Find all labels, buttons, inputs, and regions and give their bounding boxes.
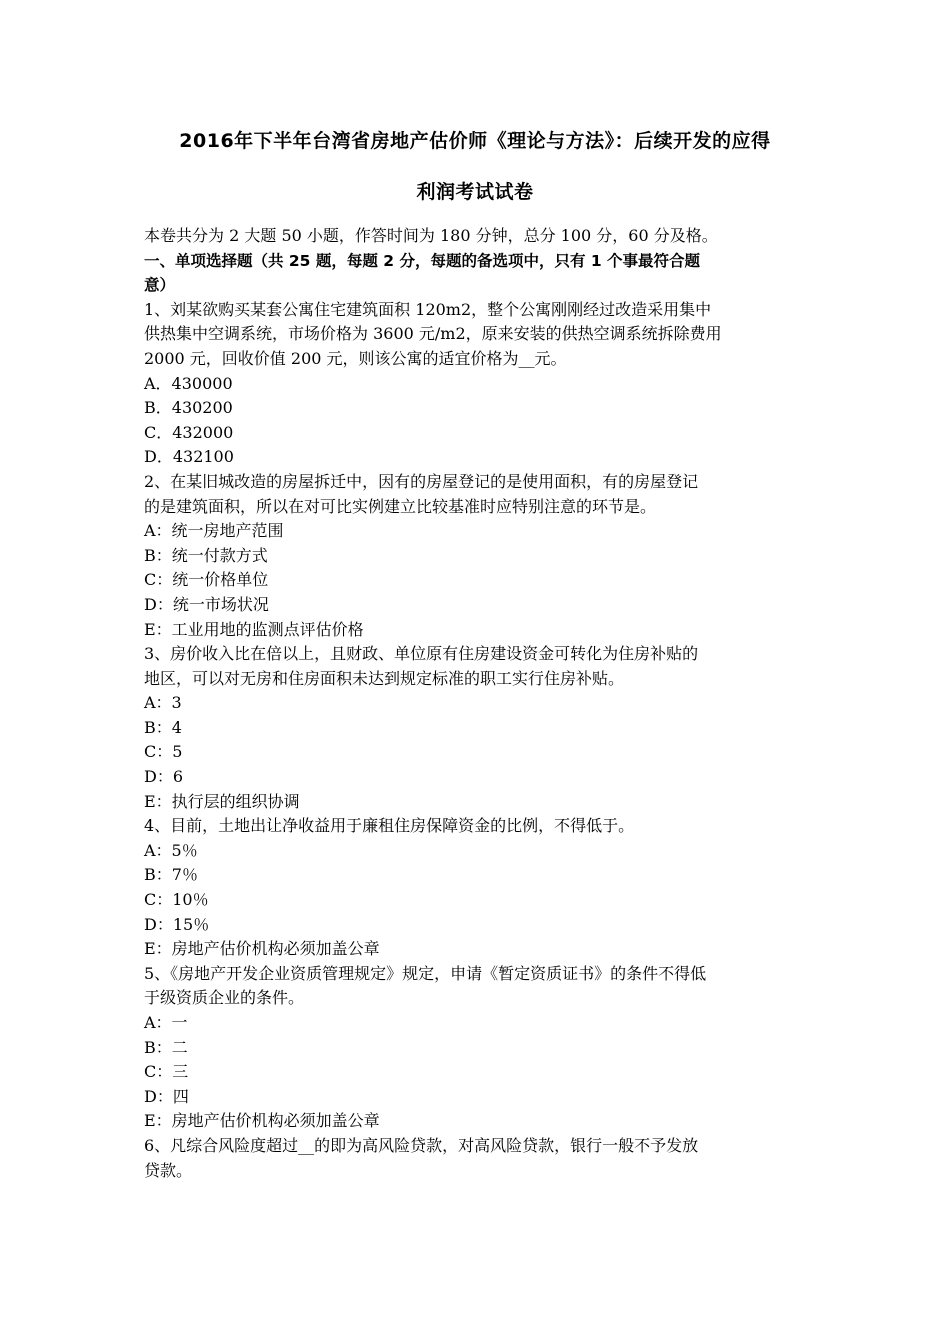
answer-option: B：4 <box>144 717 182 737</box>
question-text-line: 的是建筑面积，所以在对可比实例建立比较基准时应特别注意的环节是。 <box>144 496 657 516</box>
question-4 <box>144 814 812 962</box>
answer-option: B：7％ <box>144 865 198 885</box>
answer-option: E：房地产估价机构必须加盖公章 <box>144 1111 380 1131</box>
question-5 <box>144 962 812 1134</box>
answer-option: D：四 <box>144 1086 189 1106</box>
answer-option: B：二 <box>144 1037 188 1057</box>
question-text-line: 6、凡综合风险度超过__的即为高风险贷款，对高风险贷款，银行一般不予发放 <box>144 1135 699 1155</box>
answer-option: D：统一市场状况 <box>144 594 269 614</box>
answer-option: A：一 <box>144 1013 188 1032</box>
answer-option: E：工业用地的监测点评估价格 <box>144 619 364 639</box>
answer-option: E：房地产估价机构必须加盖公章 <box>144 939 380 959</box>
answer-option: C．432000 <box>144 422 234 442</box>
question-text-line: 2000 元，回收价值 200 元，则该公寓的适宜价格为__元。 <box>144 348 567 368</box>
question-text-line: 3、房价收入比在倍以上，且财政、单位原有住房建设资金可转化为住房补贴的 <box>144 644 699 664</box>
exam-intro: 本卷共分为 2 大题 50 小题，作答时间为 180 分钟，总分 100 分，60 分及格。 <box>144 226 718 245</box>
answer-option: A：统一房地产范围 <box>144 521 284 541</box>
answer-option: C：10％ <box>144 890 209 910</box>
question-2 <box>144 470 812 642</box>
document-title-line-2: 利润考试试卷 <box>416 181 534 203</box>
question-text-line: 2、在某旧城改造的房屋拆迁中，因有的房屋登记的是使用面积，有的房屋登记 <box>144 471 699 491</box>
question-3 <box>144 642 812 814</box>
answer-option: C：统一价格单位 <box>144 570 269 590</box>
answer-option: B．430200 <box>144 398 233 418</box>
answer-option: B：统一付款方式 <box>144 545 268 565</box>
question-1 <box>144 298 812 470</box>
answer-option: D：15％ <box>144 914 210 934</box>
question-text-line: 1、刘某欲购买某套公寓住宅建筑面积 120m2，整个公寓刚刚经过改造采用集中 <box>144 299 712 319</box>
question-text-line: 5、《房地产开发企业资质管理规定》规定，申请《暂定资质证书》的条件不得低 <box>144 963 707 983</box>
question-text-line: 供热集中空调系统，市场价格为 3600 元/m2，原来安装的供热空调系统拆除费用 <box>144 324 722 344</box>
question-6 <box>144 1134 812 1183</box>
answer-option: C：5 <box>144 742 183 762</box>
question-text-line: 4、目前，土地出让净收益用于廉租住房保障资金的比例，不得低于。 <box>144 816 635 836</box>
question-text-line: 地区，可以对无房和住房面积未达到规定标准的职工实行住房补贴。 <box>144 668 625 688</box>
document-title-line-1: 2016年下半年台湾省房地产估价师《理论与方法》：后续开发的应得 <box>179 130 771 152</box>
answer-option: C：三 <box>144 1062 189 1082</box>
answer-option: A：3 <box>144 693 182 713</box>
answer-option: E：执行层的组织协调 <box>144 791 300 811</box>
answer-option: D．432100 <box>144 447 234 467</box>
question-text-line: 于级资质企业的条件。 <box>144 988 305 1008</box>
section-heading-line-2: 意） <box>144 276 176 295</box>
question-text-line: 贷款。 <box>144 1160 193 1180</box>
answer-option: A：5％ <box>144 840 198 860</box>
section-heading-line-1: 一、单项选择题（共 25 题，每题 2 分，每题的备选项中，只有 1 个事最符合题 <box>144 251 701 270</box>
document-body <box>144 224 812 1183</box>
answer-option: A．430000 <box>144 373 233 393</box>
answer-option: D：6 <box>144 767 184 787</box>
